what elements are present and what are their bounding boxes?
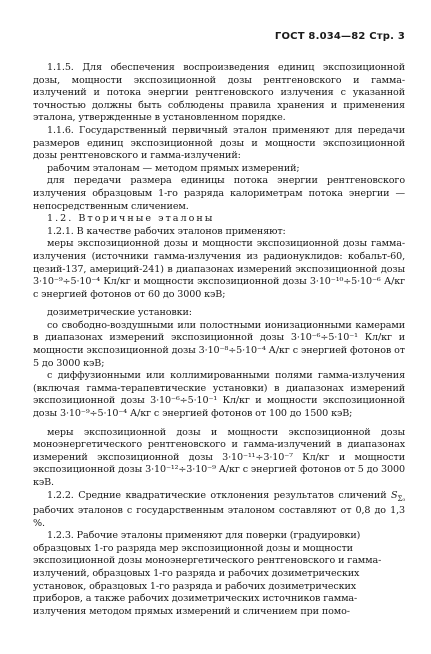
paragraph-1-2-1: 1.2.1. В качестве рабочих эталонов применяют: bbox=[47, 225, 286, 237]
paragraph-1-2-2 bbox=[33, 490, 405, 531]
paragraph-measures-gamma: меры экспозиционной дозы и мощности экспозиционной дозы гамма-излучения (источники гамма-излучения из радионуклидов: кобальт-60, цезий-137, америций-241) в диапазонах измерений экспозиционной дозы 3·10⁻⁹÷5·10⁻⁴ Кл/кг и мощности экспозиционной дозы 3·10⁻¹⁰÷5·10⁻⁶ А/кг с энергией фотонов от 60 до 3000 кэВ; bbox=[33, 238, 405, 300]
section-heading-secondary-standards: 1.2. Вторичные эталоны bbox=[47, 213, 215, 225]
paragraph-1-2-3: 1.2.3. Рабочие эталоны применяют для поверки (градуировки) образцовых 1-го разряда мер экспозиционной дозы и мощности экспозиционной дозы моноэнергетического рентгеновского и гамма-излучений, образцовых 1-го разряда и рабочих дозиметрических установок, образцовых 1-го разряда и рабочих дозиметрических приборов, а также рабочих дозиметрических источников гамма-излучения методом прямых измерений и сличением при помо- bbox=[33, 530, 382, 617]
symbol-s-sigma: $S_{\Sigma_0}$ bbox=[391, 489, 405, 503]
paragraph-ionization-chambers: со свободно-воздушными или полостными ионизационными камерами в диапазонах измерений экспозиционной дозы 3·10⁻⁶÷5·10⁻¹ Кл/кг и мощности экспозиционной дозы 3·10⁻⁸÷5·10⁻⁴ А/кг с энергией фотонов от 5 до 3000 кэВ; bbox=[33, 319, 405, 369]
paragraph-monoenergetic-measures: меры экспозиционной дозы и мощности экспозиционной дозы моноэнергетического рентгеновского и гамма-излучений в диапазонах измерений экспозиционной дозы 3·10⁻¹¹÷3·10⁻⁷ Кл/кг и мощности экспозиционной дозы 3·10⁻¹²÷3·10⁻⁹ А/кг с энергией фотонов от 5 до 3000 кэВ. bbox=[33, 426, 405, 488]
paragraph-1-2-2-text: 1.2.2. Средние квадратические отклонения результатов сличений bbox=[47, 489, 387, 501]
paragraph-1-1-5: 1.1.5. Для обеспечения воспроизведения единиц экспозиционной дозы, мощности экспозиционной дозы рентгеновского и гамма-излучений и потока энергии рентгеновского излучения с указанной точностью должны быть соблюдены правила хранения и применения эталона, утвержденные в установленном порядке. bbox=[33, 62, 405, 124]
paragraph-diffusion-fields: с диффузионными или коллимированными полями гамма-излучения (включая гамма-терапевтические установки) в диапазонах измерений экспозиционной дозы 3·10⁻⁶÷5·10⁻¹ Кл/кг и мощности экспозиционной дозы 3·10⁻⁹÷5·10⁻⁴ А/кг с энергией фотонов от 100 до 1500 кэВ; bbox=[33, 370, 405, 420]
paragraph-dosimetric-installations: дозиметрические установки: bbox=[47, 307, 192, 319]
paragraph-1-1-6: 1.1.6. Государственный первичный эталон применяют для передачи размеров единиц экспозиционной дозы и мощности экспозиционной дозы рентгеновского и гамма-излучений: bbox=[33, 124, 405, 162]
paragraph-working-standards: рабочим эталонам — методом прямых измерений; bbox=[47, 162, 300, 174]
page-number: Стр. 3 bbox=[369, 31, 405, 42]
body-text bbox=[33, 62, 405, 618]
page-header bbox=[275, 31, 405, 44]
paragraph-1-2-2-rest: рабочих эталонов с государственным эталоном составляют от 0,8 до 1,3 %. bbox=[33, 505, 405, 529]
paragraph-energy-flux: для передачи размера единицы потока энергии рентгеновского излучения образцовым 1-го разряда калориметрам потока энергии — непосредственным сличением. bbox=[33, 175, 405, 212]
standard-number: ГОСТ 8.034—82 bbox=[274, 31, 366, 42]
